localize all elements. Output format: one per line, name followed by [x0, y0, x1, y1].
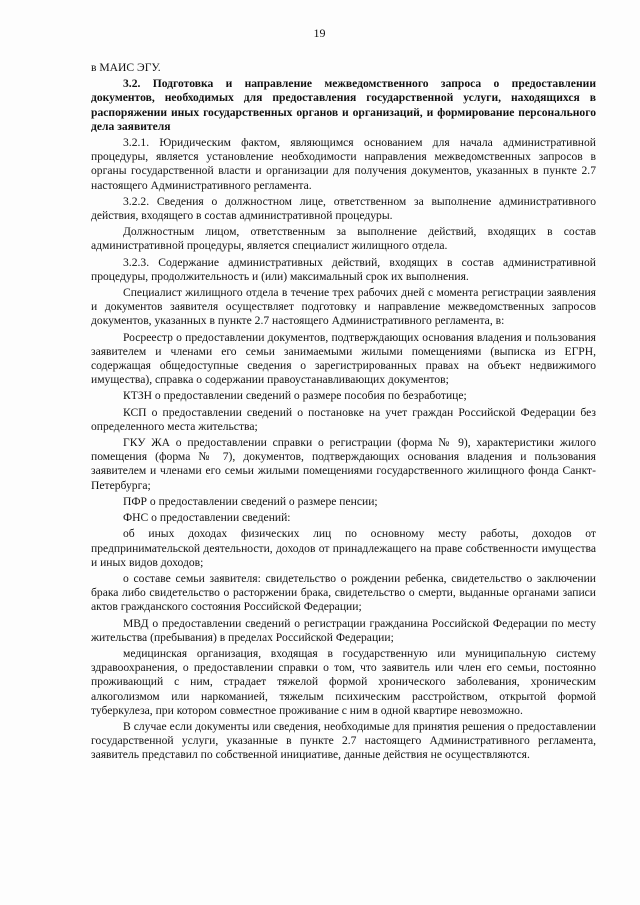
paragraph: ФНС о предоставлении сведений:: [123, 511, 291, 525]
section-heading: 3.2. Подготовка и направление межведомственного запроса о предоставлении документов, необходимых для предоставления государственной услуги, находящихся в распоряжении иных государственных органов и организаций, и формирование персонального дела заявителя: [91, 77, 596, 133]
paragraph: Должностным лицом, ответственным за выполнение действий, входящих в состав административной процедуры, является специалист жилищного отдела.: [91, 225, 596, 253]
paragraph: 3.2.1. Юридическим фактом, являющимся основанием для начала административной процедуры, является установление необходимости направления межведомственных запросов в органы государственной власти и организации для получения документов, указанных в пункте 2.7 настоящего Административного регламента.: [91, 136, 596, 192]
paragraph: ПФР о предоставлении сведений о размере пенсии;: [123, 494, 378, 508]
page-number: 19: [313, 26, 326, 40]
paragraph: медицинская организация, входящая в государственную или муниципальную систему здравоохранения, о предоставлении справки о том, что заявитель или член его семьи, постоянно проживающий с ним, страдает тяжелой формой хронического заболевания, хроническим алкоголизмом или наркоманией, тяжелым психическим расстройством, открытой формой туберкулеза, при котором совместное проживание с ним в одной квартире невозможно.: [91, 646, 596, 717]
paragraph: об иных доходах физических лиц по основному месту работы, доходов от предпринимательской деятельности, доходов от принадлежащего на праве собственности имущества и иных видов доходов;: [91, 527, 596, 569]
paragraph: КТЗН о предоставлении сведений о размере пособия по безработице;: [123, 389, 467, 403]
paragraph: В случае если документы или сведения, необходимые для принятия решения о предоставлении государственной услуги, указанные в пункте 2.7 настоящего Административного регламента, заявитель представил по собственной инициативе, данные действия не осуществляются.: [91, 719, 596, 762]
document-body: [91, 61, 596, 763]
paragraph: МВД о предоставлении сведений о регистрации гражданина Российской Федерации по месту жительства (пребывания) в пределах Российской Федерации;: [91, 616, 596, 644]
paragraph: КСП о предоставлении сведений о постановке на учет граждан Российской Федерации без определенного места жительства;: [91, 405, 596, 433]
paragraph: о составе семьи заявителя: свидетельство о рождении ребенка, свидетельство о заключении брака либо свидетельство о расторжении брака, свидетельство о смерти, выданные органами записи актов гражданского состояния Российской Федерации;: [91, 571, 596, 614]
paragraph: ГКУ ЖА о предоставлении справки о регистрации (форма № 9), характеристики жилого помещения (форма № 7), документов, подтверждающих основания владения и пользования заявителем и членами его семьи жилыми помещениями государственного жилищного фонда Санкт-Петербурга;: [91, 436, 596, 492]
paragraph: 3.2.2. Сведения о должностном лице, ответственном за выполнение административного действия, входящего в состав административной процедуры.: [91, 194, 596, 223]
paragraph: Специалист жилищного отдела в течение трех рабочих дней с момента регистрации заявления и документов заявителя осуществляет подготовку и направление межведомственных запросов документов, указанных в пункте 2.7 настоящего Административного регламента, в:: [91, 286, 596, 328]
paragraph: Росреестр о предоставлении документов, подтверждающих основания владения и пользования заявителем и членами его семьи занимаемыми жилыми помещениями (выписка из ЕГРН, содержащая общедоступные сведения о зарегистрированных правах на объект недвижимого имущества), справка о содержании правоустанавливающих документов;: [91, 330, 596, 387]
paragraph: в МАИС ЭГУ.: [91, 61, 161, 74]
paragraph: 3.2.3. Содержание административных действий, входящих в состав административной процедуры, продолжительность и (или) максимальный срок их выполнения.: [91, 255, 596, 283]
